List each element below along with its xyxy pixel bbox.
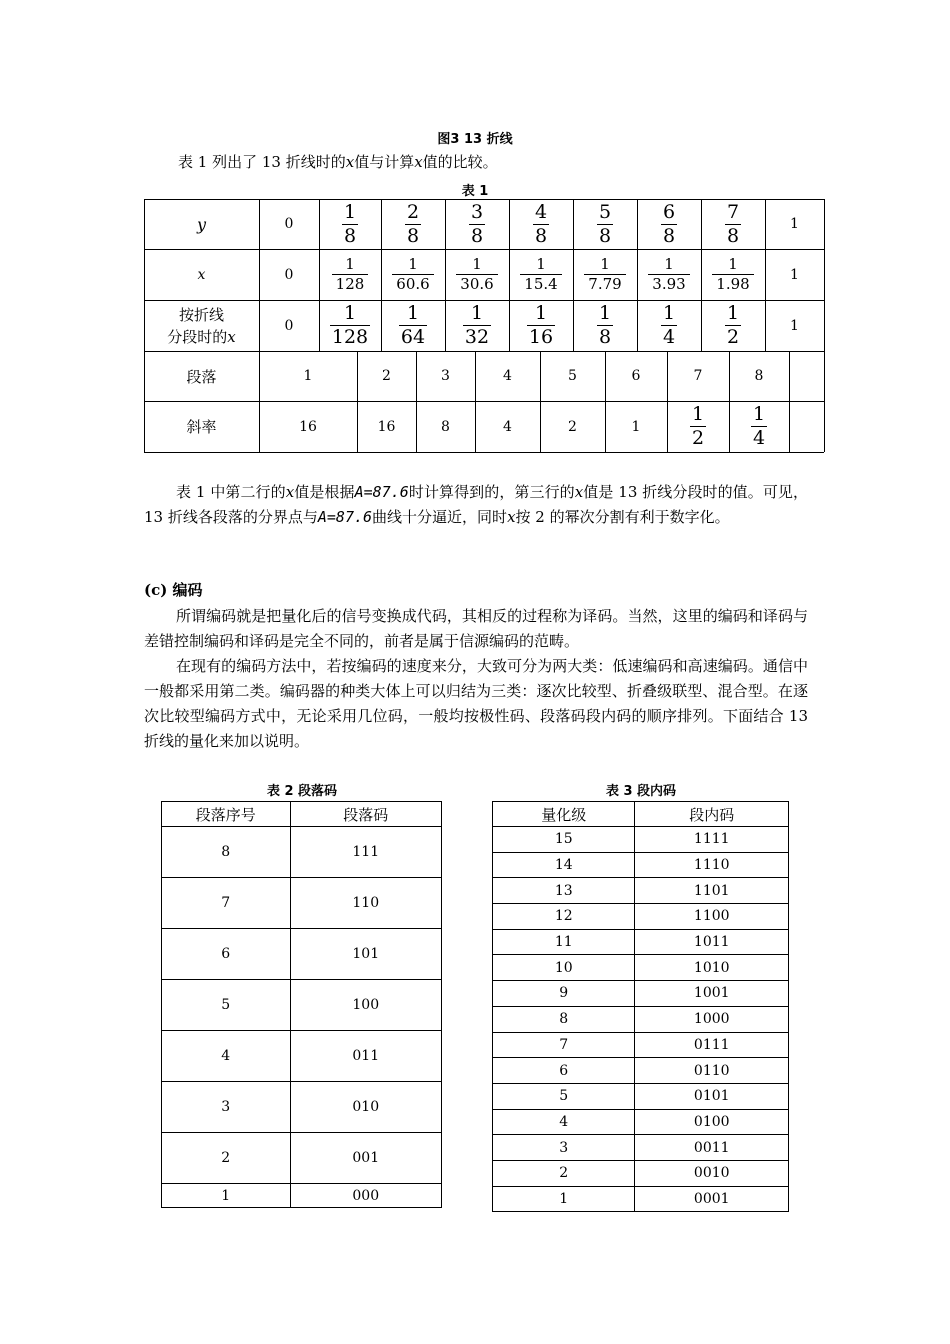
fraction — [533, 200, 549, 247]
denominator: 3.93 — [648, 274, 689, 292]
table2-header: 段落序号 — [162, 802, 291, 827]
denominator: 128 — [331, 326, 369, 348]
paragraph-3: 在现有的编码方法中，若按编码的速度来分，大致可分为两大类：低速编码和高速编码。通信中一般都采用第二类。编码器的种类大体上可以归结为三类：逐次比较型、折叠级联型、混合型。在逐次比较型编码方式中，无论采用几位码，一般均按极性码、段落码段内码的顺序排列。下面结合 13 折线的量化来加以说明。 — [144, 657, 808, 750]
table-row — [493, 1006, 789, 1032]
table2-cell: 011 — [290, 1031, 441, 1082]
table3-cell: 0111 — [635, 1032, 789, 1058]
table3-cell: 1000 — [635, 1006, 789, 1032]
table3-cell: 1111 — [635, 827, 789, 853]
numerator: 1 — [345, 255, 355, 273]
segment-value: 2 — [382, 368, 391, 384]
y-row-frac-cell — [573, 199, 637, 249]
numerator: 1 — [728, 255, 738, 273]
y-row-frac-cell — [445, 199, 509, 249]
slope-value: 16 — [299, 418, 317, 435]
numerator: 1 — [536, 255, 546, 273]
denominator: 8 — [343, 224, 357, 247]
table3-cell: 11 — [493, 929, 635, 955]
numerator: 2 — [406, 200, 420, 223]
table3-cell: 1011 — [635, 929, 789, 955]
table2-cell: 000 — [290, 1184, 441, 1208]
x-symbol: x — [227, 327, 236, 346]
fraction — [332, 257, 369, 292]
denominator: 8 — [598, 326, 612, 348]
x-row-frac-cell — [509, 249, 573, 300]
table-row — [493, 904, 789, 930]
seg-x-row-first: 0 — [284, 317, 294, 334]
segment-value: 5 — [568, 368, 577, 384]
table3-cell: 1010 — [635, 955, 789, 981]
table-row — [493, 1186, 789, 1211]
table2-cell: 100 — [290, 980, 441, 1031]
denominator: 4 — [662, 326, 676, 348]
denominator: 15.4 — [520, 274, 561, 292]
seg-x-row-frac-cell — [319, 300, 381, 351]
table3-cell: 6 — [493, 1058, 635, 1084]
table3-cell: 7 — [493, 1032, 635, 1058]
fraction — [520, 257, 561, 292]
fraction — [648, 257, 689, 292]
denominator: 2 — [726, 326, 740, 348]
x-row-frac-cell — [573, 249, 637, 300]
numerator: 7 — [726, 200, 740, 223]
fraction — [342, 200, 358, 247]
y-row-frac-cell — [701, 199, 765, 249]
x-row-first: 0 — [284, 266, 294, 283]
table3-cell: 3 — [493, 1135, 635, 1161]
table3-cell: 5 — [493, 1083, 635, 1109]
numerator: 4 — [534, 200, 548, 223]
numerator: 1 — [752, 403, 766, 425]
table3-cell: 0100 — [635, 1109, 789, 1135]
x-symbol: x — [197, 266, 206, 283]
numerator: 1 — [662, 302, 676, 324]
table2-header: 段落码 — [290, 802, 441, 827]
seg-x-row-frac-cell — [509, 300, 573, 351]
table3-cell: 1110 — [635, 852, 789, 878]
slope-frac-cell — [729, 401, 789, 452]
segment-value: 4 — [503, 368, 512, 384]
fraction — [527, 304, 555, 347]
denominator: 16 — [528, 326, 554, 348]
paragraph-2: 所谓编码就是把量化后的信号变换成代码，其相反的过程称为译码。当然，这里的编码和译码与差错控制编码和译码是完全不同的，前者是属于信源编码的范畴。 — [144, 607, 808, 650]
table-row — [493, 878, 789, 904]
table-row — [493, 1058, 789, 1084]
table2-cell: 7 — [162, 878, 291, 929]
y-row-first: 0 — [284, 216, 294, 232]
denominator: 2 — [691, 427, 705, 449]
numerator: 6 — [662, 200, 676, 223]
table-row — [162, 929, 442, 980]
seg-x-row-frac-cell — [381, 300, 445, 351]
table3-cell: 1101 — [635, 878, 789, 904]
fraction — [725, 304, 741, 347]
segment-value: 1 — [303, 368, 313, 384]
slope-value: 4 — [503, 418, 512, 435]
numerator: 1 — [600, 255, 610, 273]
fraction — [712, 257, 753, 292]
fraction — [597, 304, 613, 347]
row-label-segment: 段落 — [186, 367, 217, 386]
label-line1: 按折线 — [178, 305, 224, 324]
table-row — [493, 955, 789, 981]
denominator: 32 — [464, 326, 490, 348]
numerator: 5 — [598, 200, 612, 223]
table2-cell: 4 — [162, 1031, 291, 1082]
table2 — [161, 801, 442, 1208]
denominator: 60.6 — [392, 274, 433, 292]
table3-cell: 0110 — [635, 1058, 789, 1084]
x-row-last: 1 — [790, 266, 799, 283]
denominator: 8 — [662, 224, 676, 247]
table3-cell: 0010 — [635, 1160, 789, 1186]
fraction — [469, 200, 485, 247]
x-row-frac-cell — [381, 249, 445, 300]
table2-cell: 101 — [290, 929, 441, 980]
fraction — [751, 405, 767, 448]
y-symbol: y — [196, 214, 207, 234]
x-row-frac-cell — [445, 249, 509, 300]
slope-value: 8 — [441, 418, 450, 435]
table-row — [493, 852, 789, 878]
table3-cell: 10 — [493, 955, 635, 981]
segment-value: 7 — [693, 368, 703, 384]
table2-cell: 1 — [162, 1184, 291, 1208]
y-row-frac-cell — [319, 199, 381, 249]
seg-x-row-frac-cell — [573, 300, 637, 351]
y-row-frac-cell — [637, 199, 701, 249]
denominator: 128 — [332, 274, 369, 292]
row-label-slope: 斜率 — [186, 418, 217, 436]
fraction — [690, 405, 706, 448]
table3-header-row — [493, 802, 789, 827]
numerator: 1 — [664, 255, 674, 273]
fraction — [661, 200, 677, 247]
table3-header: 段内码 — [635, 802, 789, 827]
table-row — [493, 981, 789, 1007]
table-row — [493, 929, 789, 955]
table2-cell: 2 — [162, 1133, 291, 1184]
table2-cell: 110 — [290, 878, 441, 929]
denominator: 8 — [470, 224, 484, 247]
table-row — [162, 1184, 442, 1208]
numerator: 3 — [470, 200, 484, 223]
table3-cell: 2 — [493, 1160, 635, 1186]
denominator: 4 — [752, 427, 766, 449]
table2-cell: 001 — [290, 1133, 441, 1184]
slope-frac-cell — [667, 401, 729, 452]
section-heading: (c) 编码 — [144, 581, 203, 599]
slope-value: 2 — [568, 418, 577, 435]
table3-cell: 13 — [493, 878, 635, 904]
table1-caption: 表 1 — [461, 184, 489, 199]
row-label-y — [144, 199, 259, 249]
denominator: 7.79 — [584, 274, 625, 292]
table3-cell: 1001 — [635, 981, 789, 1007]
y-row-last: 1 — [790, 216, 799, 232]
table-row — [493, 1160, 789, 1186]
x-row-frac-cell — [637, 249, 701, 300]
table2-cell: 010 — [290, 1082, 441, 1133]
denominator: 8 — [726, 224, 740, 247]
table3-header: 量化级 — [493, 802, 635, 827]
fraction — [405, 200, 421, 247]
table3-cell: 9 — [493, 981, 635, 1007]
table2-header-row — [162, 802, 442, 827]
table3-caption: 表 3 段内码 — [605, 784, 677, 799]
table3-cell: 0001 — [635, 1186, 789, 1211]
denominator: 1.98 — [712, 274, 753, 292]
y-row-frac-cell — [381, 199, 445, 249]
numerator: 1 — [343, 200, 357, 223]
table3-cell: 12 — [493, 904, 635, 930]
table2-cell: 5 — [162, 980, 291, 1031]
denominator: 30.6 — [456, 274, 497, 292]
numerator: 1 — [691, 403, 705, 425]
table2-cell: 3 — [162, 1082, 291, 1133]
segment-value: 3 — [441, 368, 450, 384]
denominator: 8 — [598, 224, 612, 247]
table2-cell: 6 — [162, 929, 291, 980]
numerator: 1 — [408, 255, 418, 273]
seg-x-row-frac-cell — [701, 300, 765, 351]
numerator: 1 — [343, 302, 357, 324]
fraction — [392, 257, 433, 292]
paragraph-1: 表 1 中第二行的x值是根据A=87.6时计算得到的，第三行的x值是 13 折线分段时的值。可见，13 折线各段落的分界点与A=87.6曲线十分逼近，同时x按 2 的幂次分割有利于数字化。 — [144, 483, 808, 526]
label-text: 分段时的 — [167, 327, 228, 346]
table3 — [492, 801, 789, 1212]
numerator: 1 — [406, 302, 420, 324]
fraction — [463, 304, 491, 347]
table-row — [162, 1031, 442, 1082]
table3-cell: 15 — [493, 827, 635, 853]
fraction — [399, 304, 427, 347]
x-row-frac-cell — [701, 249, 765, 300]
table3-cell: 0011 — [635, 1135, 789, 1161]
numerator: 1 — [534, 302, 548, 324]
table3-cell: 0101 — [635, 1083, 789, 1109]
table-row — [493, 1135, 789, 1161]
table-row — [162, 878, 442, 929]
table-row — [493, 1109, 789, 1135]
numerator: 1 — [726, 302, 740, 324]
fraction — [597, 200, 613, 247]
table-row — [162, 980, 442, 1031]
fraction — [330, 304, 370, 347]
slope-value: 16 — [377, 418, 396, 435]
table-row — [162, 1133, 442, 1184]
figure-caption: 图3 13 折线 — [437, 132, 513, 147]
label-line2 — [167, 326, 235, 348]
fraction — [584, 257, 625, 292]
denominator: 64 — [400, 326, 426, 348]
seg-x-row-frac-cell — [637, 300, 701, 351]
slope-value: 1 — [631, 418, 641, 435]
intro-sentence: 表 1 列出了 13 折线时的x值与计算x值的比较。 — [178, 153, 498, 171]
table3-cell: 1 — [493, 1186, 635, 1211]
table2-caption: 表 2 段落码 — [266, 784, 338, 799]
table3-cell: 8 — [493, 1006, 635, 1032]
row-label-x — [144, 249, 259, 300]
table3-cell: 4 — [493, 1109, 635, 1135]
table-row — [162, 1082, 442, 1133]
table3-cell: 14 — [493, 852, 635, 878]
segment-value: 6 — [631, 368, 641, 384]
numerator: 1 — [598, 302, 612, 324]
fraction — [725, 200, 741, 247]
seg-x-row-last: 1 — [790, 317, 799, 334]
table2-cell: 111 — [290, 827, 441, 878]
seg-x-row-frac-cell — [445, 300, 509, 351]
row-label-seg-x — [144, 300, 259, 351]
table-row — [493, 827, 789, 853]
table-row — [493, 1083, 789, 1109]
segment-value: 8 — [754, 368, 764, 384]
numerator: 1 — [470, 302, 484, 324]
x-row-frac-cell — [319, 249, 381, 300]
table-row — [162, 827, 442, 878]
table2-cell: 8 — [162, 827, 291, 878]
table3-cell: 1100 — [635, 904, 789, 930]
fraction — [661, 304, 677, 347]
numerator: 1 — [472, 255, 482, 273]
denominator: 8 — [534, 224, 548, 247]
denominator: 8 — [406, 224, 420, 247]
fraction — [456, 257, 497, 292]
table-row — [493, 1032, 789, 1058]
y-row-frac-cell — [509, 199, 573, 249]
